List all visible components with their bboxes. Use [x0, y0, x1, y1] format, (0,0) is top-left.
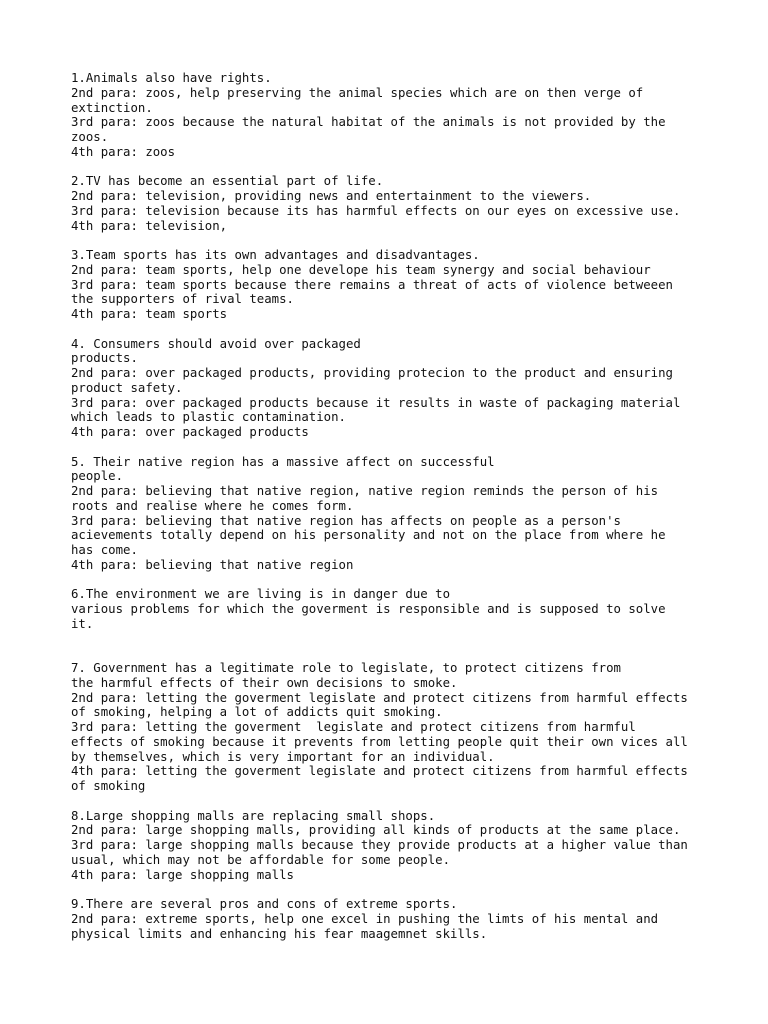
text-line: acievements totally depend on his personality and not on the place from where he	[71, 528, 666, 543]
blank-line	[71, 573, 711, 588]
text-line: 2nd para: television, providing news and entertainment to the viewers.	[71, 189, 592, 203]
text-line: physical limits and enhancing his fear maagemnet skills.	[71, 926, 488, 941]
text-line: 3rd para: team sports because there remains a threat of acts of violence betweeen	[71, 277, 673, 292]
text-line: 2nd para: zoos, help preserving the animal species which are on then verge of	[71, 85, 644, 100]
text-line: 2nd para: team sports, help one develope his team synergy and social behaviour	[71, 262, 651, 277]
text-line: of smoking, helping a lot of addicts quit smoking.	[71, 705, 443, 720]
text-line: 7. Government has a legitimate role to legislate, to protect citizens from	[71, 661, 621, 675]
text-line: zoos.	[71, 130, 109, 144]
document-body	[71, 71, 711, 941]
blank-line	[71, 440, 711, 455]
text-line: 4th para: believing that native region	[71, 557, 354, 572]
text-line: which leads to plastic contamination.	[71, 410, 346, 425]
text-line: 2.TV has become an essential part of life.	[71, 174, 384, 189]
text-line: 3rd para: believing that native region has affects on people as a person's	[71, 513, 621, 528]
text-line: 2nd para: large shopping malls, providing all kinds of products at the same place.	[71, 823, 681, 838]
text-line: 8.Large shopping malls are replacing small shops.	[71, 808, 436, 823]
text-line: by themselves, which is very important for an individual.	[71, 749, 495, 764]
text-line: usual, which may not be affordable for some people.	[71, 852, 451, 867]
text-line: 3rd para: letting the goverment legislate and protect citizens from harmful	[71, 720, 636, 734]
text-line: extinction.	[71, 100, 153, 115]
blank-line	[71, 882, 711, 897]
text-line: 2nd para: over packaged products, providing protecion to the product and ensuring	[71, 366, 673, 380]
text-line: the harmful effects of their own decisions to smoke.	[71, 675, 458, 690]
text-line: 5. Their native region has a massive affect on successful	[71, 454, 495, 469]
text-line: 3rd para: television because its has harmful effects on our eyes on excessive use.	[71, 203, 681, 218]
text-line: product safety.	[71, 380, 183, 395]
text-line: effects of smoking because it prevents from letting people quit their own vices all	[71, 734, 688, 749]
text-line: 1.Animals also have rights.	[71, 71, 272, 85]
text-line: 4th para: team sports	[71, 307, 228, 321]
text-line: 9.There are several pros and cons of extreme sports.	[71, 897, 458, 911]
blank-line	[71, 646, 711, 661]
blank-line	[71, 160, 711, 175]
text-line: it.	[71, 616, 94, 631]
text-line: roots and realise where he comes form.	[71, 498, 354, 513]
text-line: has come.	[71, 543, 138, 557]
text-line: various problems for which the goverment is responsible and is supposed to solve	[71, 602, 666, 616]
text-line: 2nd para: extreme sports, help one excel in pushing the limts of his mental and	[71, 911, 659, 926]
text-line: 6.The environment we are living is in danger due to	[71, 587, 451, 602]
text-line: the supporters of rival teams.	[71, 292, 294, 307]
text-line: of smoking	[71, 779, 146, 793]
text-line: 4th para: zoos	[71, 144, 176, 159]
text-line: 2nd para: letting the goverment legislate and protect citizens from harmful effects	[71, 690, 688, 705]
text-line: products.	[71, 351, 138, 366]
blank-line	[71, 233, 711, 248]
text-line: 3rd para: zoos because the natural habitat of the animals is not provided by the	[71, 115, 666, 130]
text-line: people.	[71, 469, 124, 484]
blank-line	[71, 322, 711, 337]
blank-line	[71, 794, 711, 809]
text-line: 4th para: over packaged products	[71, 425, 309, 439]
text-line: 3.Team sports has its own advantages and disadvantages.	[71, 248, 480, 262]
text-line: 3rd para: over packaged products because it results in waste of packaging material	[71, 395, 681, 410]
blank-line	[71, 632, 711, 647]
text-line: 4. Consumers should avoid over packaged	[71, 336, 361, 351]
text-line: 2nd para: believing that native region, native region reminds the person of his	[71, 484, 659, 498]
text-line: 4th para: large shopping malls	[71, 867, 294, 882]
text-line: 3rd para: large shopping malls because they provide products at a higher value than	[71, 838, 688, 852]
text-line: 4th para: letting the goverment legislate and protect citizens from harmful effects	[71, 764, 688, 779]
text-line: 4th para: television,	[71, 218, 228, 233]
